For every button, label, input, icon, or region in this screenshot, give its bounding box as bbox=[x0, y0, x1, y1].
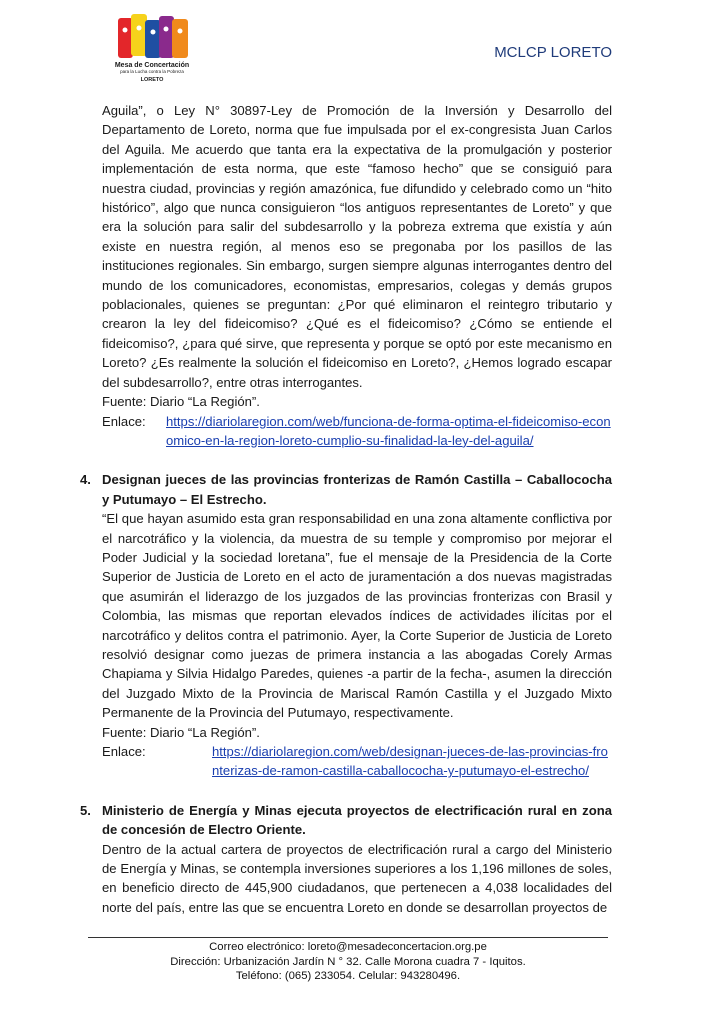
footer-email: Correo electrónico: loreto@mesadeconcertacion.org.pe bbox=[209, 941, 487, 953]
news-item-5 bbox=[80, 801, 612, 917]
news-item-4-title bbox=[80, 470, 612, 509]
logo-region: LORETO bbox=[140, 77, 164, 83]
news-item-4-link[interactable]: https://diariolaregion.com/web/designan-jueces-de-las-provincias-fronterizas-de-ramon-castilla-caballococha-y-putumayo-el-estrecho/ bbox=[212, 744, 608, 779]
logo-block-red bbox=[118, 18, 133, 58]
logo-tagline: para la Lucha contra la Pobreza bbox=[120, 69, 184, 74]
logo-block-yellow bbox=[131, 14, 147, 56]
logo-block-orange bbox=[172, 19, 188, 58]
news-item-4-text: “El que hayan asumido esta gran responsabilidad en una zona altamente conflictiva por el narcotráfico y la violencia, da muestra de su temple y compromiso por mejorar el Poder Judicial y la sociedad loretana”, fue el mensaje de la Presidencia de la Corte Superior de Justicia de Loreto en el acto de juramentación a dos nuevas magistradas que asumirán el liderazgo de los juzgados de las provincias fronterizas con Brasil y Colombia, las mismas que reportan elevados índices de actividades ilícitas por el narcotráfico y delitos contra el patrimonio. Ayer, la Corte Superior de Justicia de Loreto resolvió designar como juezas de primera instancia a las abogadas Corely Armas Chapiama y Silvia Hidalgo Paredes, quienes -a partir de la fecha-, asumen la dirección del Juzgado Mixto de la Provincia de Mariscal Ramón Castilla y el Juzgado Mixto Permanente de la Provincia del Putumayo, respectivamente. bbox=[102, 511, 612, 721]
news-item-4-link-row bbox=[102, 742, 612, 781]
footer bbox=[88, 940, 608, 984]
news-item-5-title bbox=[80, 801, 612, 840]
intro-source: Fuente: Diario “La Región”. bbox=[102, 394, 260, 410]
footer-phone: Teléfono: (065) 233054. Celular: 943280496. bbox=[235, 970, 461, 982]
news-item-4-source: Fuente: Diario “La Región”. bbox=[102, 724, 260, 740]
logo-block-purple bbox=[159, 16, 174, 58]
footer-address: Dirección: Urbanización Jardín N ° 32. Calle Morona cuadra 7 - Iquitos. bbox=[170, 955, 526, 968]
organization-logo bbox=[112, 14, 192, 96]
news-item-5-number: 5. bbox=[80, 802, 91, 818]
document-body bbox=[80, 101, 612, 917]
news-item-4-number: 4. bbox=[80, 472, 91, 488]
intro-link[interactable]: https://diariolaregion.com/web/funciona-de-forma-optima-el-fideicomiso-economico-en-la-region-loreto-cumplio-su-finalidad-la-ley-del-aguila/ bbox=[166, 413, 611, 448]
intro-link-row bbox=[102, 412, 612, 451]
news-item-4 bbox=[80, 470, 612, 781]
news-item-4-link-label: Enlace: bbox=[102, 744, 146, 759]
news-item-5-text: Dentro de la actual cartera de proyectos de electrificación rural a cargo del Ministerio de Energía y Minas, se contempla inversiones superiores a los 1,196 millones de soles, en beneficio directo de 445,900 ciudadanos, que pertenecen a 4,038 localidades del norte del país, entre las que se encuentra Loreto en donde se desarrollan proyectos de bbox=[102, 841, 612, 915]
logo-block-blue bbox=[145, 20, 161, 58]
intro-link-label: Enlace: bbox=[102, 413, 146, 429]
logo-faces-icon bbox=[118, 14, 188, 60]
news-item-5-title-text: Ministerio de Energía y Minas ejecuta proyectos de electrificación rural en zona de concesión de Electro Oriente. bbox=[102, 802, 612, 838]
footer-divider bbox=[88, 937, 608, 938]
header-organization: MCLCP LORETO bbox=[494, 44, 612, 61]
news-item-4-title-text: Designan jueces de las provincias fronterizas de Ramón Castilla – Caballococha y Putumayo – El Estrecho. bbox=[102, 472, 612, 507]
logo-name: Mesa de Concertación bbox=[114, 62, 190, 69]
intro-paragraph: Aguila”, o Ley N° 30897-Ley de Promoción de la Inversión y Desarrollo del Departamento de Loreto, norma que fue impulsada por el ex-congresista Juan Carlos del Aguila. Me acuerdo que tanta era la expectativa de la promulgación y posterior implementación de esta norma, que este “famoso hecho” que se consiguió para nuestra ciudad, provincias y región amazónica, fue difundido y celebrado como un “hito histórico”, algo que nunca consiguieron “los antiguos representantes de Loreto” y que era la solución para salir del subdesarrollo y la pobreza extrema que existía y aún existe en nuestra región, al menos eso se pregonaba por los pasillos de las instituciones regionales. Sin embargo, surgen siempre algunas interrogantes dentro del mundo de los comunicadores, economistas, empresarios, colegas y demás grupos poblacionales, quienes se preguntan: ¿Por qué eliminaron el reintegro tributario y crearon la ley del fideicomiso? ¿Qué es el fideicomiso? ¿Cómo se entiende el fideicomiso?, ¿para qué sirve, que representa y porque se optó por este mecanismo en Loreto? ¿Es realmente la solución el fideicomiso en Loreto?, ¿Hemos logrado escapar del subdesarrollo?, entre otras interrogantes. bbox=[102, 103, 612, 390]
